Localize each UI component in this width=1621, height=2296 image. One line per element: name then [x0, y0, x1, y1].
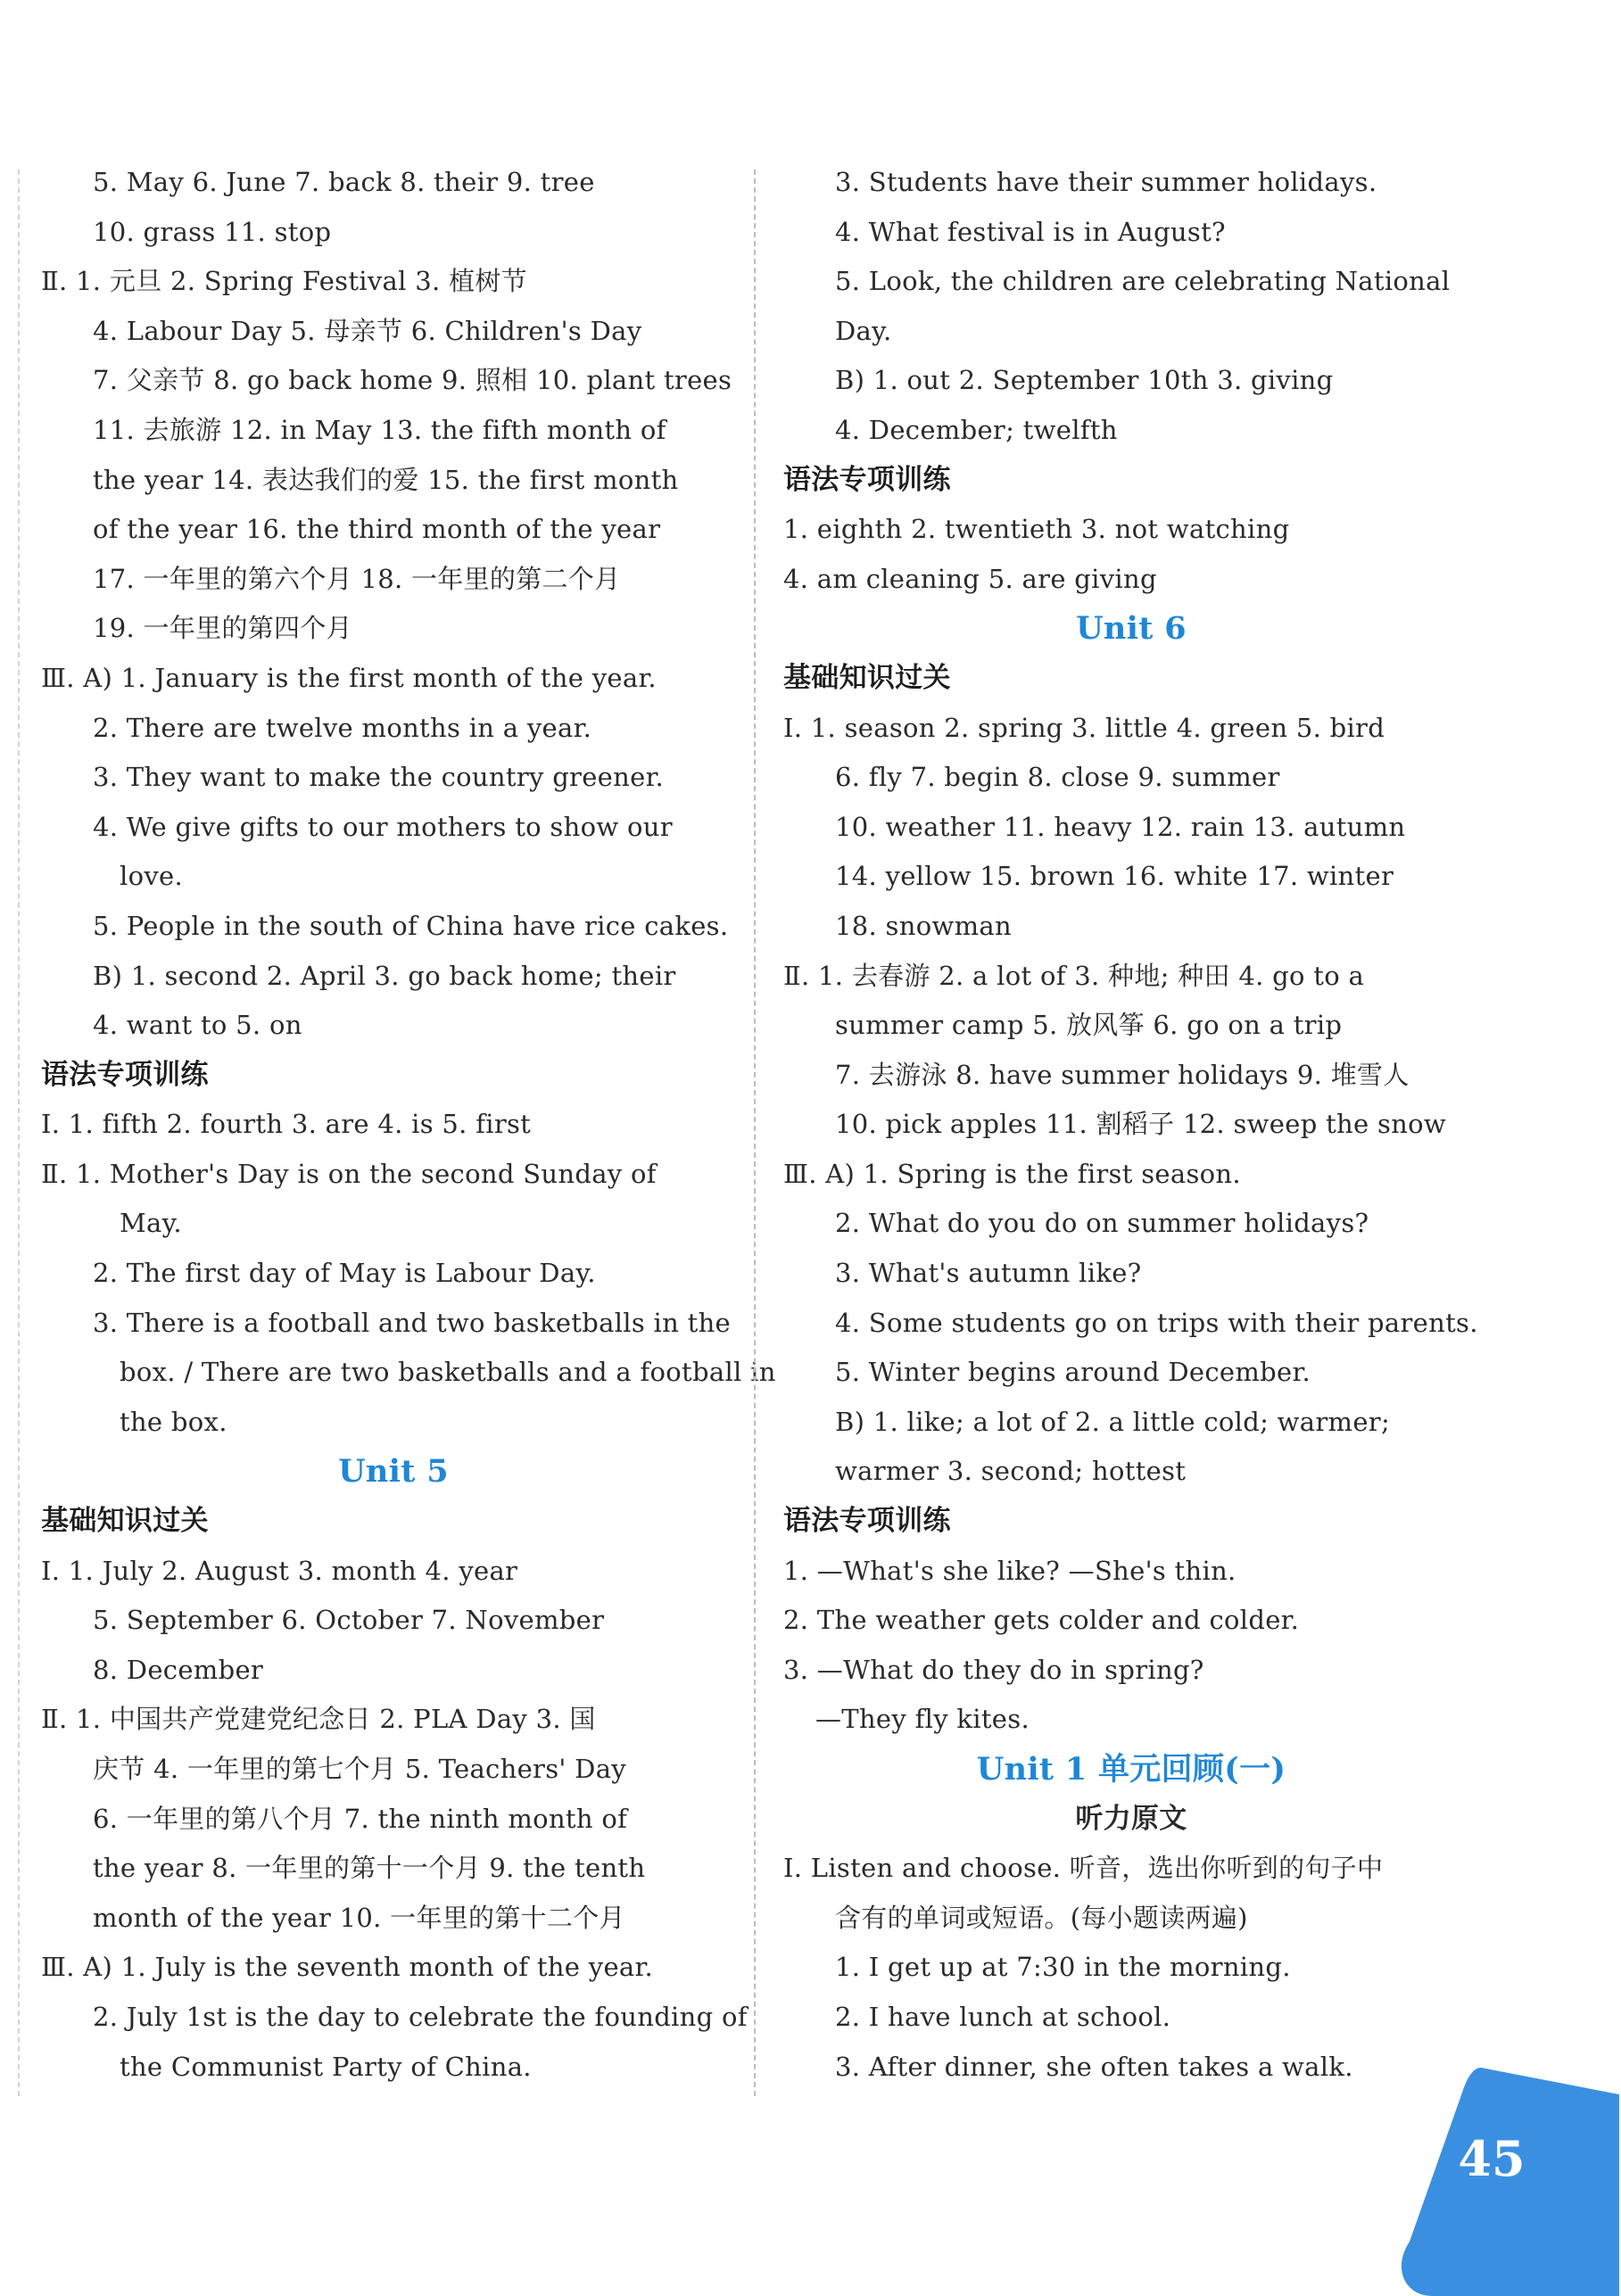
- text-line: 含有的单词或短语。(每小题读两遍): [835, 1902, 1248, 1933]
- text-line: 2. There are twelve months in a year.: [93, 712, 592, 743]
- text-line: 庆节 4. 一年里的第七个月 5. Teachers' Day: [93, 1754, 626, 1784]
- column-divider: [754, 169, 756, 2096]
- text-line: 5. September 6. October 7. November: [93, 1605, 605, 1636]
- text-line: Ⅱ. 1. 元旦 2. Spring Festival 3. 植树节: [41, 266, 527, 297]
- text-line: Ⅱ. 1. Mother's Day is on the second Sunday of: [41, 1158, 657, 1189]
- text-line: 4. am cleaning 5. are giving: [783, 563, 1157, 594]
- text-line: 6. fly 7. begin 8. close 9. summer: [835, 762, 1280, 793]
- text-line: 3. They want to make the country greener.: [93, 762, 665, 793]
- text-line: 4. December; twelfth: [835, 414, 1118, 445]
- unit-heading: Unit 6: [1076, 610, 1187, 648]
- right-column: [783, 158, 1479, 2092]
- text-line: the box.: [120, 1406, 227, 1437]
- text-line: 8. December: [93, 1654, 264, 1685]
- text-line: 4. Labour Day 5. 母亲节 6. Children's Day: [93, 315, 642, 346]
- section-heading: 基础知识过关: [41, 1505, 209, 1538]
- text-line: box. / There are two basketballs and a football in: [120, 1357, 776, 1388]
- text-line: 3. —What do they do in spring?: [783, 1654, 1204, 1685]
- text-line: Ⅰ. 1. fifth 2. fourth 3. are 4. is 5. first: [41, 1109, 532, 1140]
- text-line: 7. 去游泳 8. have summer holidays 9. 堆雪人: [835, 1059, 1410, 1090]
- text-line: 14. yellow 15. brown 16. white 17. winter: [835, 861, 1394, 892]
- section-heading: 语法专项训练: [783, 1505, 951, 1538]
- text-line: Ⅲ. A) 1. July is the seventh month of the year.: [41, 1952, 653, 1983]
- text-line: 2. I have lunch at school.: [835, 2001, 1171, 2032]
- unit-heading: Unit 1 单元回顾(一): [976, 1751, 1286, 1788]
- text-line: Ⅲ. A) 1. January is the first month of the year.: [41, 662, 657, 693]
- text-line: 5. People in the south of China have rice cakes.: [93, 910, 729, 941]
- text-line: 2. The weather gets colder and colder.: [783, 1605, 1300, 1636]
- text-line: of the year 16. the third month of the year: [93, 514, 661, 545]
- text-line: Day.: [835, 315, 892, 346]
- text-line: 3. There is a football and two basketballs in the: [93, 1307, 732, 1338]
- text-line: B) 1. out 2. September 10th 3. giving: [835, 365, 1334, 396]
- text-line: 3. What's autumn like?: [835, 1258, 1142, 1289]
- section-heading: 基础知识过关: [783, 661, 951, 694]
- text-line: 10. grass 11. stop: [93, 216, 332, 247]
- text-line: Ⅰ. 1. season 2. spring 3. little 4. green 5. bird: [783, 712, 1385, 743]
- subsection-title: 听力原文: [1075, 1802, 1187, 1835]
- text-line: month of the year 10. 一年里的第十二个月: [93, 1902, 625, 1933]
- text-line: 18. snowman: [835, 910, 1012, 941]
- text-line: 5. Winter begins around December.: [835, 1357, 1311, 1388]
- text-line: 6. 一年里的第八个月 7. the ninth month of: [93, 1803, 628, 1834]
- page-number: 45: [1458, 2130, 1526, 2187]
- text-line: B) 1. like; a lot of 2. a little cold; warmer;: [835, 1406, 1391, 1437]
- text-line: 2. July 1st is the day to celebrate the founding of: [93, 2001, 748, 2032]
- text-line: May.: [120, 1208, 182, 1239]
- text-line: 7. 父亲节 8. go back home 9. 照相 10. plant trees: [93, 365, 732, 396]
- text-line: 2. The first day of May is Labour Day.: [93, 1258, 596, 1289]
- text-line: 4. Some students go on trips with their parents.: [835, 1307, 1478, 1338]
- text-line: Ⅱ. 1. 中国共产党建党纪念日 2. PLA Day 3. 国: [41, 1704, 596, 1735]
- text-line: B) 1. second 2. April 3. go back home; their: [93, 960, 676, 991]
- left-edge-line: [18, 169, 20, 2096]
- text-line: 4. want to 5. on: [93, 1010, 302, 1041]
- text-line: 4. What festival is in August?: [835, 216, 1226, 247]
- section-heading: 语法专项训练: [41, 1058, 209, 1091]
- left-column: [41, 158, 776, 2092]
- text-line: 5. Look, the children are celebrating National: [835, 266, 1451, 297]
- text-line: 4. We give gifts to our mothers to show our: [93, 811, 673, 842]
- text-line: 11. 去旅游 12. in May 13. the fifth month of: [93, 414, 666, 445]
- text-line: 1. I get up at 7:30 in the morning.: [835, 1952, 1291, 1983]
- text-line: Ⅰ. Listen and choose. 听音，选出你听到的句子中: [783, 1853, 1384, 1884]
- text-line: 10. weather 11. heavy 12. rain 13. autumn: [835, 811, 1406, 842]
- text-line: Ⅰ. 1. July 2. August 3. month 4. year: [41, 1555, 518, 1586]
- text-line: the year 14. 表达我们的爱 15. the first month: [93, 464, 679, 495]
- text-line: —They fly kites.: [815, 1704, 1030, 1735]
- section-heading: 语法专项训练: [783, 463, 951, 496]
- text-line: warmer 3. second; hottest: [835, 1456, 1187, 1487]
- text-line: 1. —What's she like? —She's thin.: [783, 1555, 1236, 1586]
- text-line: the Communist Party of China.: [120, 2051, 532, 2082]
- text-line: 3. After dinner, she often takes a walk.: [835, 2051, 1353, 2082]
- text-line: 5. May 6. June 7. back 8. their 9. tree: [93, 167, 595, 197]
- text-line: 10. pick apples 11. 割稻子 12. sweep the snow: [835, 1109, 1447, 1140]
- text-line: summer camp 5. 放风筝 6. go on a trip: [835, 1010, 1343, 1041]
- text-line: 17. 一年里的第六个月 18. 一年里的第二个月: [93, 563, 621, 594]
- text-line: 1. eighth 2. twentieth 3. not watching: [783, 514, 1290, 545]
- text-line: 19. 一年里的第四个月: [93, 613, 352, 644]
- text-line: love.: [120, 861, 183, 892]
- text-line: 3. Students have their summer holidays.: [835, 167, 1377, 197]
- unit-heading: Unit 5: [338, 1453, 449, 1491]
- text-line: Ⅲ. A) 1. Spring is the first season.: [783, 1158, 1241, 1189]
- text-line: 2. What do you do on summer holidays?: [835, 1208, 1369, 1239]
- text-line: the year 8. 一年里的第十一个月 9. the tenth: [93, 1853, 646, 1884]
- text-line: Ⅱ. 1. 去春游 2. a lot of 3. 种地; 种田 4. go to a: [783, 960, 1365, 991]
